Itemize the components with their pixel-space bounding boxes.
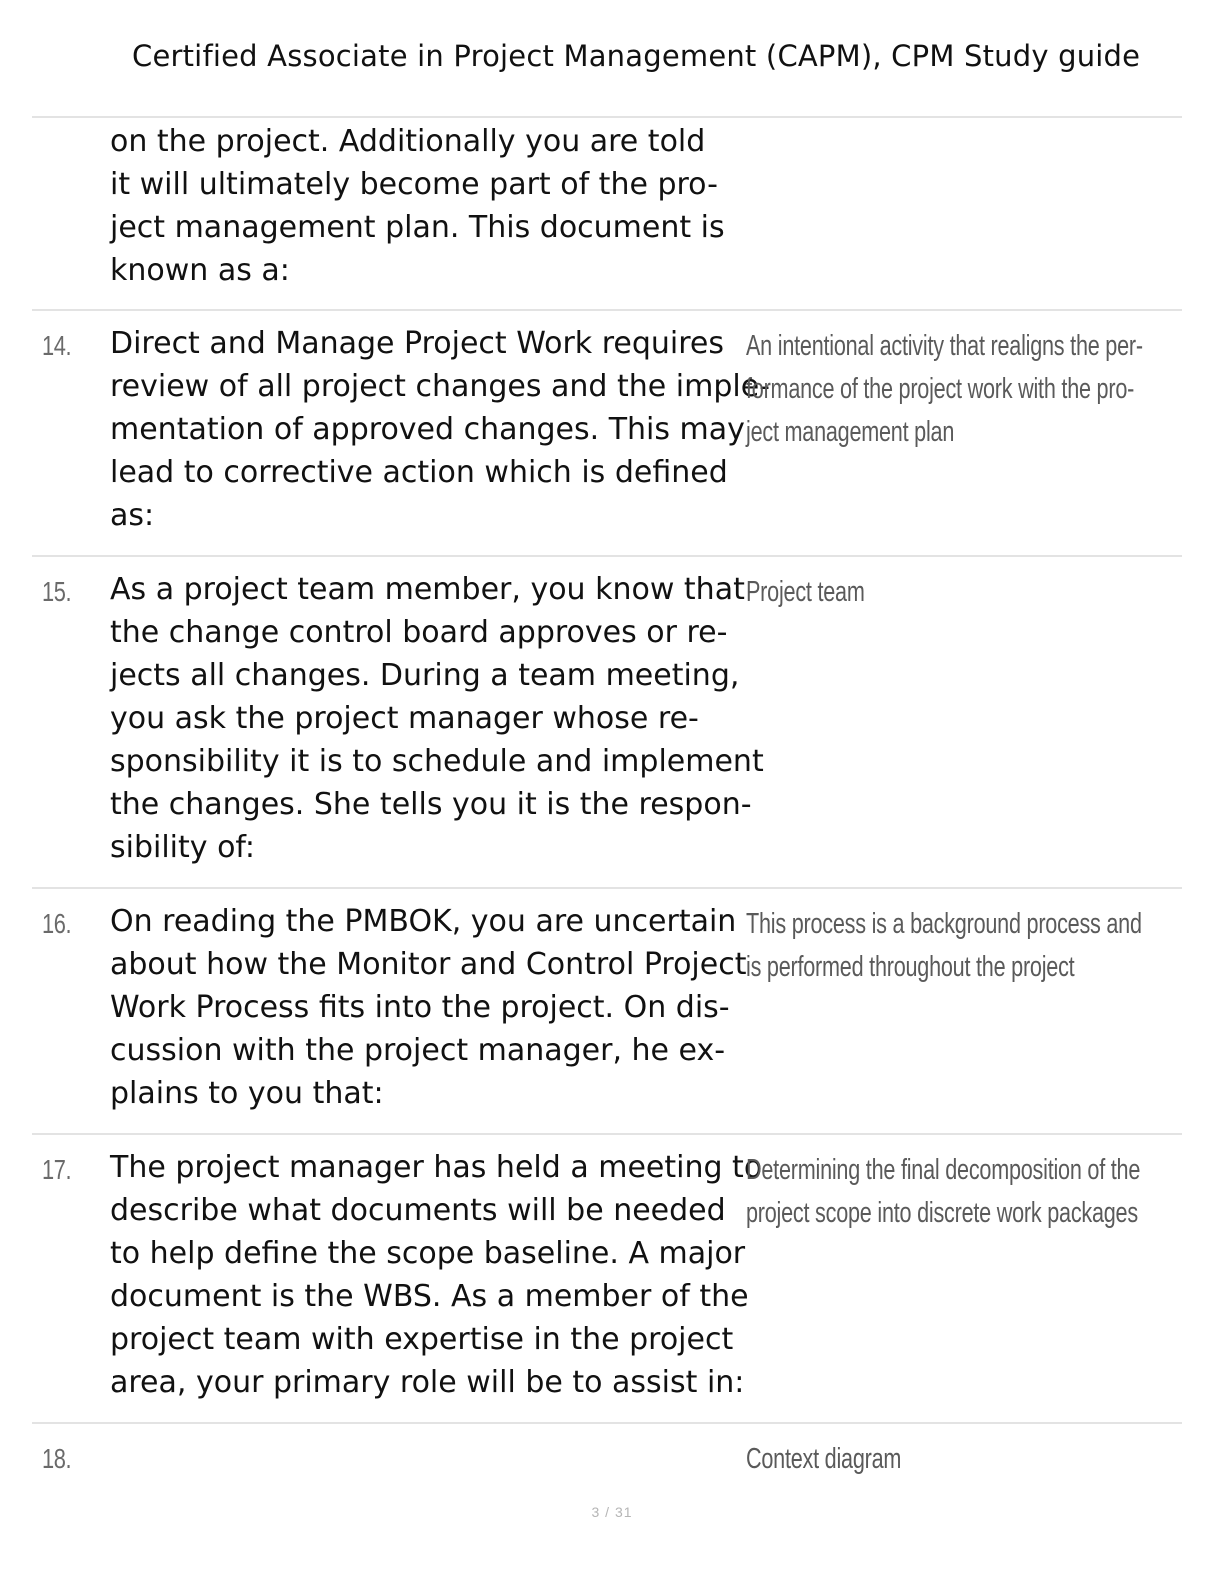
question-number: 18. [42,1443,72,1474]
question-text [110,1146,763,1404]
question-text [110,568,764,869]
answer-line: Project team [746,576,865,608]
question-line: as: [110,498,155,533]
question-number: 15. [42,576,72,607]
answer-text [746,903,1163,989]
question-line: review of all project changes and the imple- [110,369,770,404]
question-line: about how the Monitor and Control Project [110,947,747,982]
question-line: project team with expertise in the project [110,1322,734,1357]
question-line: jects all changes. During a team meeting, [110,658,740,693]
question-line: sponsibility it is to schedule and implement [110,744,764,779]
answer-text [746,571,1163,614]
answer-line: Context diagram [746,1443,902,1475]
question-line: to help define the scope baseline. A major [110,1236,746,1271]
question-line: it will ultimately become part of the pro- [110,167,718,202]
page-title: Certified Associate in Project Management (CAPM), CPM Study guide [132,39,1141,73]
question-number: 14. [42,330,72,361]
question-line: on the project. Additionally you are told [110,124,706,159]
question-line: The project manager has held a meeting to [110,1150,763,1185]
question-answer-table [32,118,1182,1514]
question-row-17 [32,1135,1182,1424]
question-line: mentation of approved changes. This may [110,412,745,447]
question-row-14 [32,311,1182,557]
question-line: the change control board approves or re- [110,615,728,650]
answer-text [746,1149,1163,1235]
answer-line: formance of the project work with the pro- [746,373,1135,405]
question-line: Direct and Manage Project Work requires [110,326,725,361]
question-text [110,900,760,1115]
question-line: sibility of: [110,830,256,865]
question-row-18 [32,1424,1182,1514]
question-line: On reading the PMBOK, you are uncertain [110,904,737,939]
question-row-continued [32,118,1182,311]
question-line: you ask the project manager whose re- [110,701,699,736]
page-number: 3 / 31 [591,1504,633,1520]
question-line: lead to corrective action which is defined [110,455,728,490]
question-line: ject management plan. This document is [110,210,725,245]
page-header [0,0,1224,118]
question-line: As a project team member, you know that [110,572,745,607]
question-row-16 [32,889,1182,1135]
answer-line: This process is a background process and [746,908,1142,940]
answer-line: ject management plan [746,416,955,448]
question-number: 17. [42,1154,72,1185]
question-line: Work Process fits into the project. On dis- [110,990,730,1025]
question-line: plains to you that: [110,1076,384,1111]
question-text [110,120,760,292]
answer-line: is performed throughout the project [746,951,1075,983]
question-line: describe what documents will be needed [110,1193,726,1228]
question-line: document is the WBS. As a member of the [110,1279,749,1314]
answer-text [746,1438,1163,1481]
question-number: 16. [42,908,72,939]
answer-line: Determining the final decomposition of the [746,1154,1141,1186]
question-line: area, your primary role will be to assist in: [110,1365,745,1400]
question-line: the changes. She tells you it is the respon- [110,787,752,822]
answer-text [746,325,1163,454]
question-row-15 [32,557,1182,889]
answer-line: project scope into discrete work packages [746,1197,1138,1229]
answer-line: An intentional activity that realigns the per- [746,330,1143,362]
question-text [110,322,770,537]
question-line: cussion with the project manager, he ex- [110,1033,726,1068]
question-line: known as a: [110,253,290,288]
